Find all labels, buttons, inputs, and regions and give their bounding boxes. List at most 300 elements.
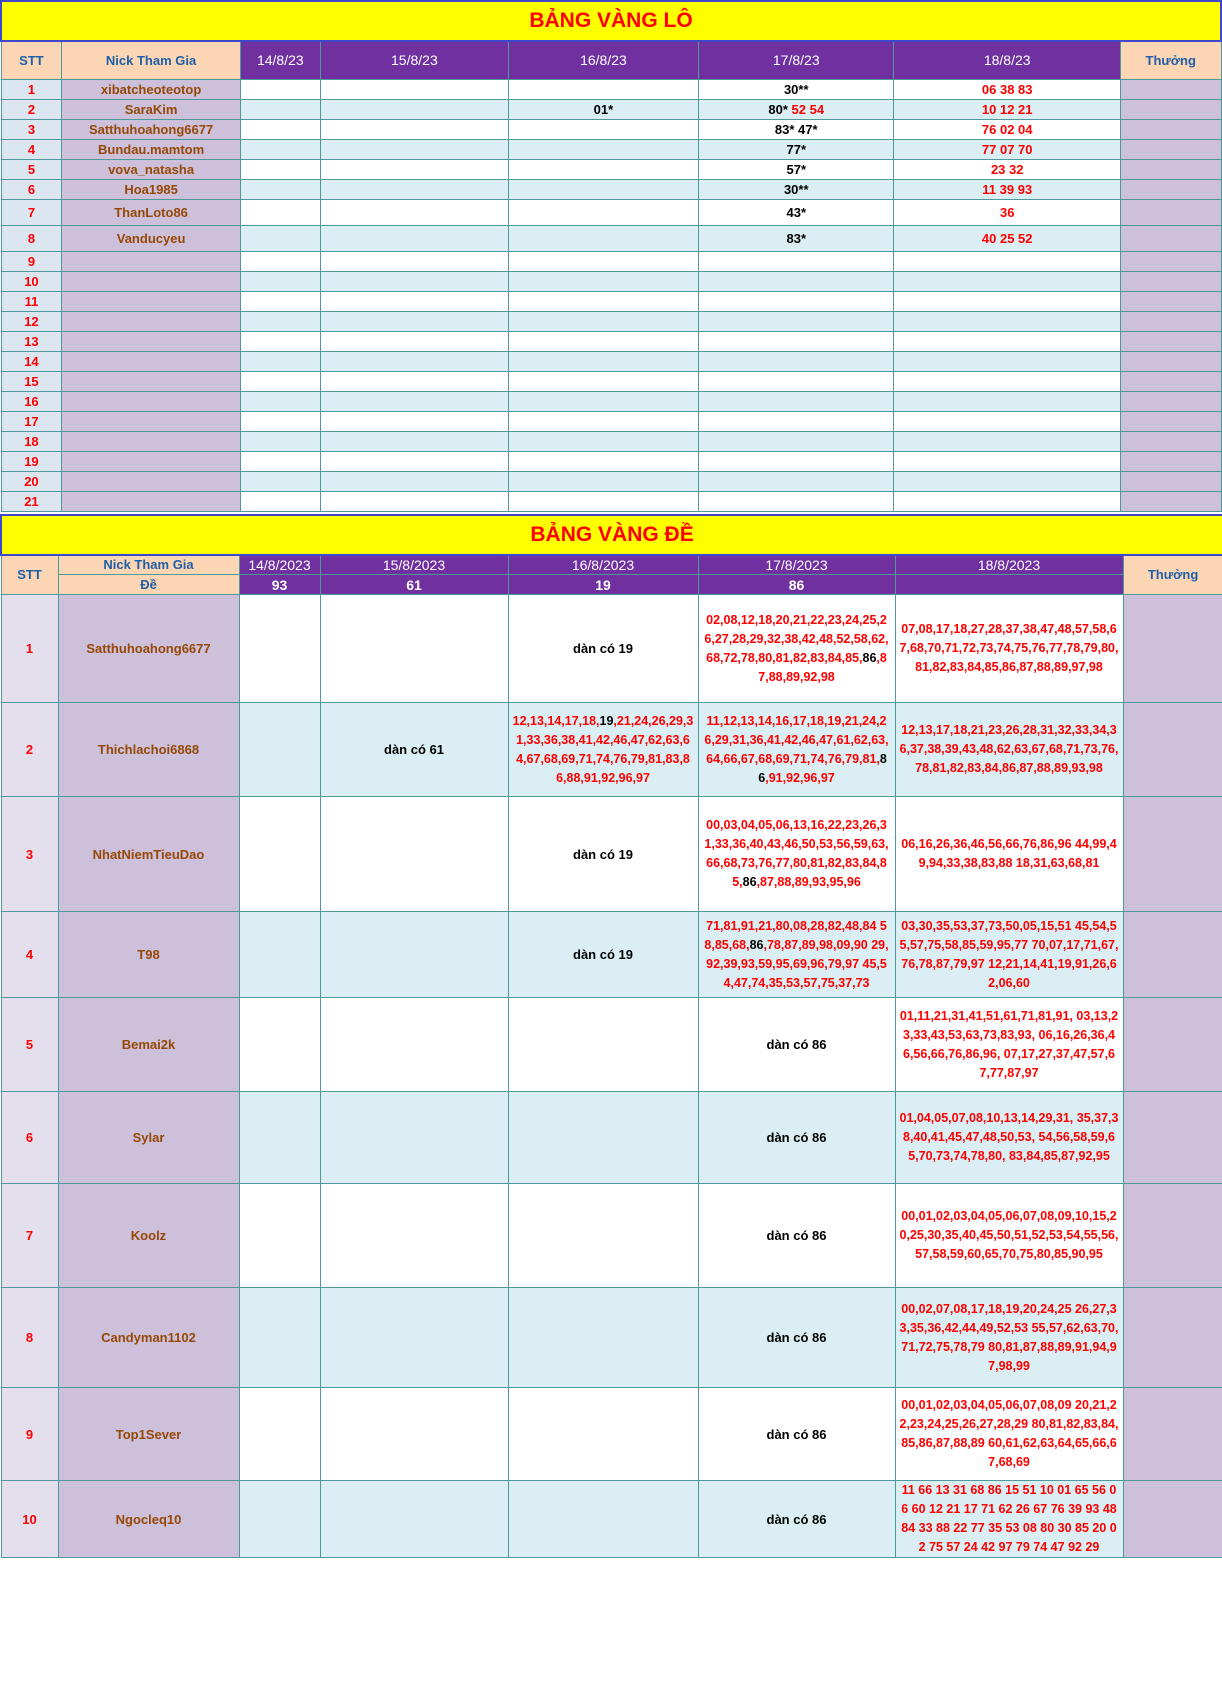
row-stt: 11 bbox=[1, 291, 62, 311]
table-row bbox=[1, 331, 1221, 351]
date-cell bbox=[894, 351, 1120, 371]
row-nick bbox=[62, 251, 240, 271]
table-row bbox=[1, 703, 1222, 797]
date-cell bbox=[698, 797, 895, 912]
date-cell bbox=[320, 1092, 508, 1184]
date-cell: 12,13,17,18,21,23,26,28,31,32,33,34,36,37,38,39,43,48,62,63,67,68,71,73,76,78,81,82,83,84,86,87,88,89,93,98 bbox=[895, 703, 1123, 797]
date-cell bbox=[320, 371, 508, 391]
date-cell bbox=[320, 912, 508, 998]
row-nick: Sylar bbox=[58, 1092, 239, 1184]
date-cell bbox=[699, 179, 894, 199]
date-cell bbox=[894, 251, 1120, 271]
date-cell: dàn có 86 bbox=[698, 1388, 895, 1481]
date-cell bbox=[320, 451, 508, 471]
date-cell bbox=[240, 331, 320, 351]
lo-pick: 30** bbox=[783, 181, 809, 197]
date-cell: 11 66 13 31 68 86 15 51 10 01 65 56 06 60 12 21 17 71 62 26 67 76 39 93 48 84 33 88 22 77 35 53 08 80 30 85 20 02 75 57 24 42 97 79 74 47 92 29 bbox=[895, 1481, 1123, 1558]
table-row bbox=[1, 411, 1221, 431]
date-cell: dàn có 86 bbox=[698, 1184, 895, 1288]
row-stt: 10 bbox=[1, 271, 62, 291]
de-result bbox=[895, 575, 1123, 595]
prize-cell bbox=[1120, 79, 1221, 99]
table-row bbox=[1, 225, 1221, 251]
date-cell bbox=[508, 703, 698, 797]
date-cell bbox=[699, 491, 894, 511]
de-header-prize: Thưởng bbox=[1123, 555, 1222, 595]
prize-cell bbox=[1120, 139, 1221, 159]
date-cell bbox=[240, 391, 320, 411]
de-header-date: 17/8/2023 bbox=[698, 555, 895, 575]
date-cell bbox=[320, 271, 508, 291]
date-cell: 00,01,02,03,04,05,06,07,08,09 20,21,22,23,24,25,26,27,28,29 80,81,82,83,84,85,86,87,88,89 60,61,62,63,64,65,66,67,68,69 bbox=[895, 1388, 1123, 1481]
prize-cell bbox=[1120, 271, 1221, 291]
row-stt: 8 bbox=[1, 1288, 58, 1388]
row-stt: 7 bbox=[1, 199, 62, 225]
date-cell bbox=[698, 912, 895, 998]
row-nick: Candyman1102 bbox=[58, 1288, 239, 1388]
date-cell bbox=[699, 351, 894, 371]
date-cell bbox=[240, 431, 320, 451]
table-row bbox=[1, 491, 1221, 511]
date-cell bbox=[320, 411, 508, 431]
date-cell bbox=[240, 371, 320, 391]
lo-header-nick: Nick Tham Gia bbox=[62, 41, 240, 79]
pick-list: ,78,87,89,98,09,90 29,92,39,93,59,95,69,96,79,97 45,54,47,74,35,53,57,75,37,73 bbox=[706, 937, 889, 990]
row-stt: 13 bbox=[1, 331, 62, 351]
de-result: 19 bbox=[508, 575, 698, 595]
table-row bbox=[1, 119, 1221, 139]
row-stt: 4 bbox=[1, 139, 62, 159]
date-cell bbox=[699, 391, 894, 411]
hit-number: 86 bbox=[742, 875, 757, 889]
table-row bbox=[1, 311, 1221, 331]
lo-header-date: 17/8/23 bbox=[699, 41, 894, 79]
de-result-row bbox=[1, 575, 1222, 595]
table-row bbox=[1, 179, 1221, 199]
date-cell: 06,16,26,36,46,56,66,76,86,96 44,99,49,94,33,38,83,88 18,31,63,68,81 bbox=[895, 797, 1123, 912]
date-cell bbox=[894, 431, 1120, 451]
row-nick bbox=[62, 271, 240, 291]
row-nick bbox=[62, 351, 240, 371]
date-cell bbox=[894, 451, 1120, 471]
prize-cell bbox=[1120, 491, 1221, 511]
prize-cell bbox=[1120, 311, 1221, 331]
date-cell bbox=[699, 99, 894, 119]
date-cell bbox=[320, 998, 508, 1092]
lo-table bbox=[0, 0, 1222, 512]
date-cell bbox=[240, 491, 320, 511]
date-cell bbox=[320, 311, 508, 331]
date-cell bbox=[508, 998, 698, 1092]
lo-pick: 80* bbox=[768, 101, 788, 117]
date-cell bbox=[508, 1388, 698, 1481]
date-cell bbox=[240, 351, 320, 371]
row-stt: 2 bbox=[1, 99, 62, 119]
row-nick: Bundau.mamtom bbox=[62, 139, 240, 159]
pick-list: ,87,88,89,92,98 bbox=[758, 650, 887, 684]
date-cell bbox=[240, 179, 320, 199]
date-cell bbox=[239, 703, 320, 797]
row-stt: 7 bbox=[1, 1184, 58, 1288]
date-cell bbox=[508, 179, 698, 199]
table-row bbox=[1, 595, 1222, 703]
table-row bbox=[1, 1092, 1222, 1184]
date-cell bbox=[508, 331, 698, 351]
row-nick: Bemai2k bbox=[58, 998, 239, 1092]
date-cell: 77 07 70 bbox=[894, 139, 1120, 159]
date-cell bbox=[699, 331, 894, 351]
date-cell bbox=[894, 331, 1120, 351]
row-nick bbox=[62, 391, 240, 411]
prize-cell bbox=[1120, 251, 1221, 271]
lo-header-date: 14/8/23 bbox=[240, 41, 320, 79]
row-stt: 14 bbox=[1, 351, 62, 371]
date-cell bbox=[240, 159, 320, 179]
de-header-date: 15/8/2023 bbox=[320, 555, 508, 575]
de-header-de-label: Đề bbox=[58, 575, 239, 595]
date-cell bbox=[240, 99, 320, 119]
prize-cell bbox=[1123, 998, 1222, 1092]
prize-cell bbox=[1120, 225, 1221, 251]
de-header-stt: STT bbox=[1, 555, 58, 595]
row-nick: Ngocleq10 bbox=[58, 1481, 239, 1558]
date-cell bbox=[320, 391, 508, 411]
row-nick: NhatNiemTieuDao bbox=[58, 797, 239, 912]
date-cell: 06 38 83 bbox=[894, 79, 1120, 99]
date-cell bbox=[508, 371, 698, 391]
pick-list: 02,08,12,18,20,21,22,23,24,25,26,27,28,29,32,38,42,48,52,58,62,68,72,78,80,81,82,83,84,85, bbox=[704, 612, 889, 665]
prize-cell bbox=[1123, 703, 1222, 797]
lo-pick: 83* 47* bbox=[774, 121, 818, 137]
row-stt: 20 bbox=[1, 471, 62, 491]
row-nick: Hoa1985 bbox=[62, 179, 240, 199]
date-cell bbox=[508, 271, 698, 291]
date-cell: 00,02,07,08,17,18,19,20,24,25 26,27,33,35,36,42,44,49,52,53 55,57,62,63,70,71,72,75,78,79 80,81,87,88,89,91,94,97,98,99 bbox=[895, 1288, 1123, 1388]
table-row bbox=[1, 431, 1221, 451]
date-cell bbox=[508, 391, 698, 411]
prize-cell bbox=[1123, 912, 1222, 998]
prize-cell bbox=[1120, 179, 1221, 199]
table-row bbox=[1, 99, 1221, 119]
date-cell bbox=[698, 703, 895, 797]
row-stt: 2 bbox=[1, 703, 58, 797]
lo-pick-extra: 52 54 bbox=[791, 101, 825, 117]
date-cell bbox=[239, 1481, 320, 1558]
date-cell: 36 bbox=[894, 199, 1120, 225]
row-stt: 19 bbox=[1, 451, 62, 471]
row-nick: Satthuhoahong6677 bbox=[62, 119, 240, 139]
date-cell bbox=[508, 1481, 698, 1558]
date-cell bbox=[699, 451, 894, 471]
table-row bbox=[1, 351, 1221, 371]
date-cell bbox=[240, 451, 320, 471]
prize-cell bbox=[1120, 199, 1221, 225]
date-cell bbox=[894, 471, 1120, 491]
date-cell: 11 39 93 bbox=[894, 179, 1120, 199]
prize-cell bbox=[1123, 1481, 1222, 1558]
lo-pick: 43* bbox=[786, 204, 807, 220]
date-cell bbox=[508, 139, 698, 159]
row-stt: 9 bbox=[1, 251, 62, 271]
row-nick: vova_natasha bbox=[62, 159, 240, 179]
row-nick bbox=[62, 471, 240, 491]
lo-header-stt: STT bbox=[1, 41, 62, 79]
table-row bbox=[1, 391, 1221, 411]
row-stt: 17 bbox=[1, 411, 62, 431]
date-cell bbox=[699, 119, 894, 139]
table-row bbox=[1, 471, 1221, 491]
table-row bbox=[1, 291, 1221, 311]
row-nick bbox=[62, 491, 240, 511]
date-cell bbox=[240, 271, 320, 291]
row-nick: SaraKim bbox=[62, 99, 240, 119]
date-cell bbox=[240, 199, 320, 225]
date-cell bbox=[699, 291, 894, 311]
hit-number: 86 bbox=[758, 751, 887, 785]
date-cell bbox=[508, 1092, 698, 1184]
date-cell bbox=[894, 411, 1120, 431]
pick-list: ,91,92,96,97 bbox=[765, 770, 835, 785]
prize-cell bbox=[1120, 431, 1221, 451]
date-cell: 10 12 21 bbox=[894, 99, 1120, 119]
date-cell bbox=[508, 1184, 698, 1288]
table-row bbox=[1, 912, 1222, 998]
row-nick bbox=[62, 431, 240, 451]
date-cell bbox=[508, 311, 698, 331]
table-row bbox=[1, 1184, 1222, 1288]
date-cell bbox=[508, 79, 698, 99]
date-cell bbox=[699, 159, 894, 179]
prize-cell bbox=[1120, 119, 1221, 139]
row-stt: 16 bbox=[1, 391, 62, 411]
date-cell: 40 25 52 bbox=[894, 225, 1120, 251]
lo-pick: 83* bbox=[786, 230, 807, 246]
row-stt: 4 bbox=[1, 912, 58, 998]
date-cell bbox=[508, 451, 698, 471]
date-cell bbox=[320, 431, 508, 451]
date-cell bbox=[240, 411, 320, 431]
pick-list: 00,03,04,05,06,13,16,22,23,26,31,33,36,40,43,46,50,53,56,59,63,66,68,73,76,77,80,81,82,83,84,85, bbox=[704, 818, 889, 889]
date-cell bbox=[508, 431, 698, 451]
prize-cell bbox=[1123, 797, 1222, 912]
row-nick: Thichlachoi6868 bbox=[58, 703, 239, 797]
lo-pick: 30** bbox=[783, 81, 809, 97]
date-cell bbox=[699, 411, 894, 431]
date-cell: dàn có 86 bbox=[698, 1481, 895, 1558]
date-cell bbox=[699, 251, 894, 271]
row-stt: 1 bbox=[1, 79, 62, 99]
date-cell bbox=[240, 251, 320, 271]
date-cell bbox=[320, 139, 508, 159]
pick-list: ,87,88,89,93,95,96 bbox=[756, 875, 861, 889]
date-cell bbox=[508, 159, 698, 179]
table-row bbox=[1, 271, 1221, 291]
date-cell bbox=[239, 1092, 320, 1184]
date-cell bbox=[508, 1288, 698, 1388]
date-cell bbox=[320, 1388, 508, 1481]
date-cell bbox=[894, 391, 1120, 411]
date-cell: 23 32 bbox=[894, 159, 1120, 179]
row-stt: 12 bbox=[1, 311, 62, 331]
row-nick bbox=[62, 291, 240, 311]
row-stt: 5 bbox=[1, 998, 58, 1092]
date-cell: 01* bbox=[508, 99, 698, 119]
date-cell: 00,01,02,03,04,05,06,07,08,09,10,15,20,25,30,35,40,45,50,51,52,53,54,55,56,57,58,59,60,65,70,75,80,85,90,95 bbox=[895, 1184, 1123, 1288]
prize-cell bbox=[1120, 291, 1221, 311]
date-cell bbox=[699, 79, 894, 99]
date-cell bbox=[320, 159, 508, 179]
prize-cell bbox=[1120, 351, 1221, 371]
date-cell bbox=[320, 199, 508, 225]
date-cell: dàn có 86 bbox=[698, 998, 895, 1092]
row-stt: 3 bbox=[1, 119, 62, 139]
prize-cell bbox=[1120, 471, 1221, 491]
date-cell bbox=[320, 251, 508, 271]
table-row bbox=[1, 451, 1221, 471]
date-cell bbox=[320, 1288, 508, 1388]
date-cell bbox=[239, 1184, 320, 1288]
pick-list: 12,13,14,17,18, bbox=[512, 713, 600, 728]
date-cell bbox=[320, 1184, 508, 1288]
de-header-date: 16/8/2023 bbox=[508, 555, 698, 575]
pick-list: 71,81,91,21,80,08,28,82,48,84 58,85,68, bbox=[704, 918, 887, 952]
date-cell bbox=[508, 411, 698, 431]
date-cell bbox=[699, 139, 894, 159]
de-header-date: 14/8/2023 bbox=[239, 555, 320, 575]
table-row bbox=[1, 1388, 1222, 1481]
date-cell bbox=[508, 351, 698, 371]
lo-title: BẢNG VÀNG LÔ bbox=[1, 1, 1221, 41]
prize-cell bbox=[1123, 1388, 1222, 1481]
date-cell bbox=[240, 291, 320, 311]
table-row bbox=[1, 139, 1221, 159]
row-nick: T98 bbox=[58, 912, 239, 998]
row-nick: xibatcheoteotop bbox=[62, 79, 240, 99]
date-cell bbox=[320, 797, 508, 912]
row-stt: 8 bbox=[1, 225, 62, 251]
date-cell bbox=[320, 291, 508, 311]
pick-list: 11,12,13,14,16,17,18,19,21,24,26,29,31,36,41,42,46,47,61,62,63,64,66,67,68,69,71,74,76,79,81, bbox=[704, 713, 889, 766]
date-cell bbox=[239, 1388, 320, 1481]
date-cell bbox=[699, 199, 894, 225]
date-cell bbox=[320, 1481, 508, 1558]
date-cell bbox=[699, 431, 894, 451]
row-nick bbox=[62, 451, 240, 471]
de-header-row bbox=[1, 555, 1222, 575]
prize-cell bbox=[1120, 371, 1221, 391]
date-cell: 76 02 04 bbox=[894, 119, 1120, 139]
date-cell: dàn có 19 bbox=[508, 595, 698, 703]
prize-cell bbox=[1123, 1184, 1222, 1288]
date-cell bbox=[320, 595, 508, 703]
date-cell bbox=[240, 311, 320, 331]
row-nick: Satthuhoahong6677 bbox=[58, 595, 239, 703]
date-cell bbox=[508, 225, 698, 251]
date-cell bbox=[699, 471, 894, 491]
row-stt: 21 bbox=[1, 491, 62, 511]
lo-header-date: 16/8/23 bbox=[508, 41, 698, 79]
date-cell: 01,11,21,31,41,51,61,71,81,91, 03,13,23,33,43,53,63,73,83,93, 06,16,26,36,46,56,66,76,86,96, 07,17,27,37,47,57,67,77,87,97 bbox=[895, 998, 1123, 1092]
row-nick: ThanLoto86 bbox=[62, 199, 240, 225]
date-cell bbox=[239, 912, 320, 998]
prize-cell bbox=[1120, 451, 1221, 471]
date-cell bbox=[320, 99, 508, 119]
date-cell bbox=[240, 79, 320, 99]
prize-cell bbox=[1123, 595, 1222, 703]
hit-number: 19 bbox=[599, 713, 614, 728]
pick-list: ,21,24,26,29,31,33,36,38,41,42,46,47,62,63,64,67,68,69,71,74,76,79,81,83,86,88,91,92,96,97 bbox=[516, 713, 694, 785]
date-cell bbox=[239, 797, 320, 912]
lo-pick: 57* bbox=[786, 161, 807, 177]
prize-cell bbox=[1123, 1288, 1222, 1388]
date-cell bbox=[320, 471, 508, 491]
date-cell bbox=[240, 139, 320, 159]
row-stt: 6 bbox=[1, 179, 62, 199]
prize-cell bbox=[1120, 411, 1221, 431]
de-title: BẢNG VÀNG ĐỀ bbox=[1, 515, 1222, 555]
row-stt: 1 bbox=[1, 595, 58, 703]
de-result: 93 bbox=[239, 575, 320, 595]
row-stt: 18 bbox=[1, 431, 62, 451]
date-cell bbox=[320, 179, 508, 199]
date-cell: dàn có 19 bbox=[508, 912, 698, 998]
date-cell bbox=[508, 251, 698, 271]
date-cell: dàn có 86 bbox=[698, 1092, 895, 1184]
date-cell bbox=[699, 371, 894, 391]
date-cell bbox=[320, 351, 508, 371]
row-nick bbox=[62, 331, 240, 351]
row-nick: Top1Sever bbox=[58, 1388, 239, 1481]
prize-cell bbox=[1120, 99, 1221, 119]
date-cell bbox=[320, 331, 508, 351]
date-cell bbox=[239, 998, 320, 1092]
row-nick bbox=[62, 371, 240, 391]
date-cell bbox=[894, 271, 1120, 291]
date-cell bbox=[894, 371, 1120, 391]
date-cell bbox=[508, 491, 698, 511]
lo-header-date: 18/8/23 bbox=[894, 41, 1120, 79]
date-cell bbox=[240, 119, 320, 139]
date-cell: 07,08,17,18,27,28,37,38,47,48,57,58,67,68,70,71,72,73,74,75,76,77,78,79,80,81,82,83,84,85,86,87,88,89,97,98 bbox=[895, 595, 1123, 703]
lo-pick: 77* bbox=[786, 141, 807, 157]
date-cell: dàn có 61 bbox=[320, 703, 508, 797]
table-row bbox=[1, 159, 1221, 179]
date-cell bbox=[508, 119, 698, 139]
date-cell bbox=[508, 199, 698, 225]
table-row bbox=[1, 797, 1222, 912]
table-row bbox=[1, 79, 1221, 99]
lo-header-date: 15/8/23 bbox=[320, 41, 508, 79]
de-result: 86 bbox=[698, 575, 895, 595]
row-stt: 3 bbox=[1, 797, 58, 912]
row-stt: 15 bbox=[1, 371, 62, 391]
date-cell bbox=[699, 225, 894, 251]
table-row bbox=[1, 251, 1221, 271]
row-nick bbox=[62, 311, 240, 331]
date-cell: dàn có 86 bbox=[698, 1288, 895, 1388]
row-stt: 5 bbox=[1, 159, 62, 179]
row-stt: 6 bbox=[1, 1092, 58, 1184]
de-table bbox=[0, 514, 1222, 1559]
date-cell bbox=[239, 595, 320, 703]
hit-number: 86 bbox=[749, 937, 764, 952]
date-cell bbox=[699, 311, 894, 331]
date-cell bbox=[508, 471, 698, 491]
table-row bbox=[1, 199, 1221, 225]
prize-cell bbox=[1123, 1092, 1222, 1184]
date-cell bbox=[240, 225, 320, 251]
row-nick: Vanducyeu bbox=[62, 225, 240, 251]
